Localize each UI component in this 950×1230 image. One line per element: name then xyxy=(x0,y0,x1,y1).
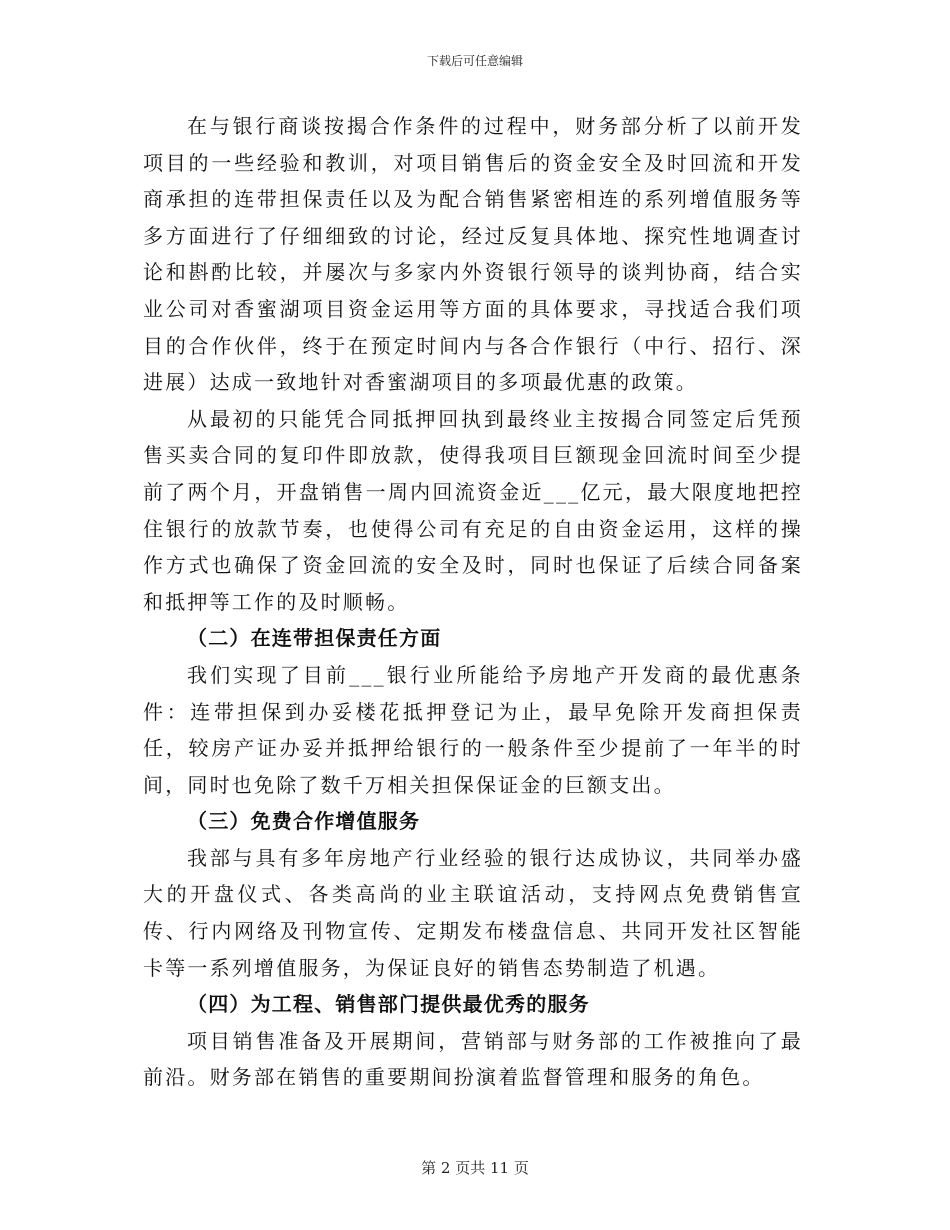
section-heading-value-added: （三）免费合作增值服务 xyxy=(187,809,421,834)
section-heading-service: （四）为工程、销售部门提供最优秀的服务 xyxy=(187,992,590,1017)
paragraph-bank-negotiation: 在与银行商谈按揭合作条件的过程中，财务部分析了以前开发项目的一些经验和教训，对项目销售后的资金安全及时回流和开发商承担的连带担保责任以及为配合销售紧密相连的系列增值服务等多方面进行了仔细细致的讨论，经过反复具体地、探究性地调查讨论和斟酌比较，并屡次与多家内外资银行领导的谈判协商，结合实业公司对香蜜湖项目资金运用等方面的具体要求，寻找适合我们项目的合作伙伴，终于在预定时间内与各合作银行（中行、招行、深进展）达成一致地针对香蜜湖项目的多项最优惠的政策。 xyxy=(143,114,803,395)
paragraph-value-added: 我部与具有多年房地产行业经验的银行达成协议，共同举办盛大的开盘仪式、各类高尚的业主联谊活动，支持网点免费销售宣传、行内网络及刊物宣传、定期发布楼盘信息、共同开发社区智能卡等一系列增值服务，为保证良好的销售态势制造了机遇。 xyxy=(143,845,803,980)
page-header: 下载后可任意编辑 xyxy=(426,54,523,68)
paragraph-guarantee: 我们实现了目前___银行业所能给予房地产开发商的最优惠条件：连带担保到办妥楼花抵押登记为止，最早免除开发商担保责任，较房产证办妥并抵押给银行的一般条件至少提前了一年半的时间，同时也免除了数千万相关担保保证金的巨额支出。 xyxy=(143,662,803,797)
document-body xyxy=(143,108,803,1096)
page-footer: 第 2 页共 11 页 xyxy=(421,1159,529,1177)
paragraph-cash-return: 从最初的只能凭合同抵押回执到最终业主按揭合同签定后凭预售买卖合同的复印件即放款，使得我项目巨额现金回流时间至少提前了两个月，开盘销售一周内回流资金近___亿元，最大限度地把控住银行的放款节奏，也使得公司有充足的自由资金运用，这样的操作方式也确保了资金回流的安全及时，同时也保证了后续合同备案和抵押等工作的及时顺畅。 xyxy=(143,406,803,614)
section-heading-guarantee: （二）在连带担保责任方面 xyxy=(187,626,442,651)
paragraph-service: 项目销售准备及开展期间，营销部与财务部的工作被推向了最前沿。财务部在销售的重要期间扮演着监督管理和服务的角色。 xyxy=(143,1028,803,1090)
